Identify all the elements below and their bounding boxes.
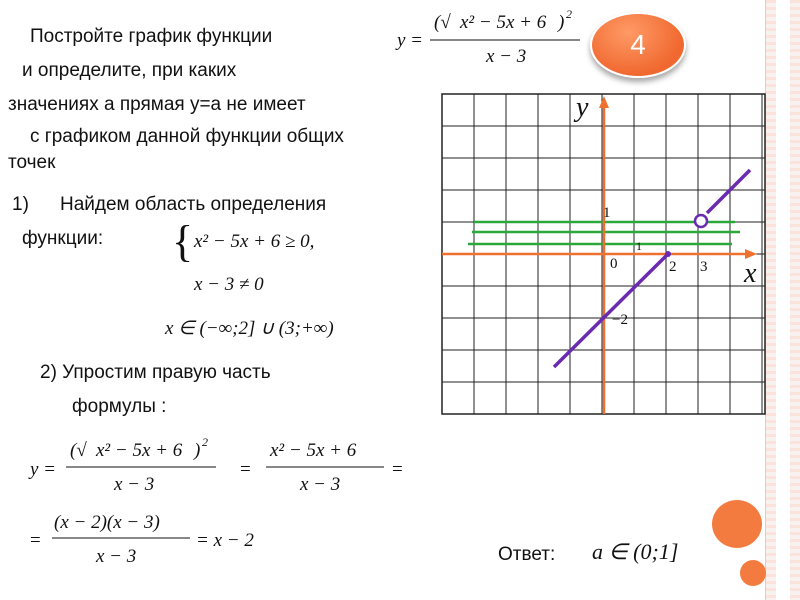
- simp-radical: (√: [70, 440, 87, 461]
- problem-line-1: Постройте график функции: [30, 26, 273, 47]
- system-line-1: x² − 5x + 6 ≥ 0,: [194, 231, 315, 252]
- simp-result: = x − 2: [196, 530, 254, 551]
- formula-top-denom: x − 3: [486, 46, 527, 67]
- formula-top-radicand: x² − 5x + 6: [460, 12, 547, 33]
- answer-label: Ответ:: [498, 544, 556, 565]
- factored-denom: x − 3: [96, 546, 137, 567]
- endpoint-open: [695, 215, 707, 227]
- step1-number: 1): [12, 194, 29, 215]
- factored-num: (x − 2)(x − 3): [54, 512, 160, 533]
- x-one-label: 1: [636, 239, 642, 253]
- step1-text-2: функции:: [22, 228, 104, 249]
- formula-top-square: 2: [566, 7, 572, 21]
- formula-top-y: y =: [397, 30, 424, 51]
- y-one-label: 1: [603, 205, 611, 221]
- answer-value: a ∈ (0;1]: [592, 539, 679, 564]
- y-axis-label: y: [576, 92, 589, 123]
- simp-denom-2: x − 3: [300, 474, 341, 495]
- problem-line-4: с графиком данной функции общих: [30, 126, 344, 147]
- function-line: [554, 170, 750, 367]
- simp-radicand: x² − 5x + 6: [96, 440, 183, 461]
- domain-formula: x ∈ (−∞;2] ∪ (3;+∞): [165, 318, 334, 339]
- task-number: 4: [630, 29, 646, 60]
- simp-denom-1: x − 3: [114, 474, 155, 495]
- simp-y: y =: [30, 459, 57, 480]
- simp-num-2: x² − 5x + 6: [270, 440, 357, 461]
- function-segment-right: [707, 170, 750, 213]
- problem-line-5: точек: [8, 152, 56, 173]
- simp-eq-3: =: [30, 530, 41, 551]
- problem-line-2: и определите, при каких: [22, 60, 237, 81]
- endpoint-filled: [665, 251, 671, 257]
- graph-axes: [442, 96, 757, 414]
- x-axis-label: x: [744, 258, 757, 289]
- step2-text-2: формулы :: [72, 396, 167, 417]
- y-minus-two-label: −2: [612, 312, 628, 328]
- step1-text: Найдем область определения: [60, 194, 327, 215]
- x-three-label: 3: [700, 259, 708, 275]
- problem-line-3: значениях а прямая у=а не имеет: [8, 94, 306, 115]
- simp-eq-1: =: [240, 459, 251, 480]
- x-two-label: 2: [669, 259, 677, 275]
- origin-label: 0: [610, 256, 618, 272]
- formula-top-radical: (√: [434, 12, 451, 33]
- simp-square: 2: [202, 435, 208, 449]
- y-axis-arrow: [599, 96, 609, 108]
- formula-top-paren: ): [558, 12, 565, 33]
- system-brace: {: [172, 217, 194, 266]
- system-line-2: x − 3 ≠ 0: [194, 274, 264, 295]
- simp-paren: ): [194, 440, 201, 461]
- simp-eq-2: =: [392, 459, 403, 480]
- step2-text: 2) Упростим правую часть: [40, 362, 271, 383]
